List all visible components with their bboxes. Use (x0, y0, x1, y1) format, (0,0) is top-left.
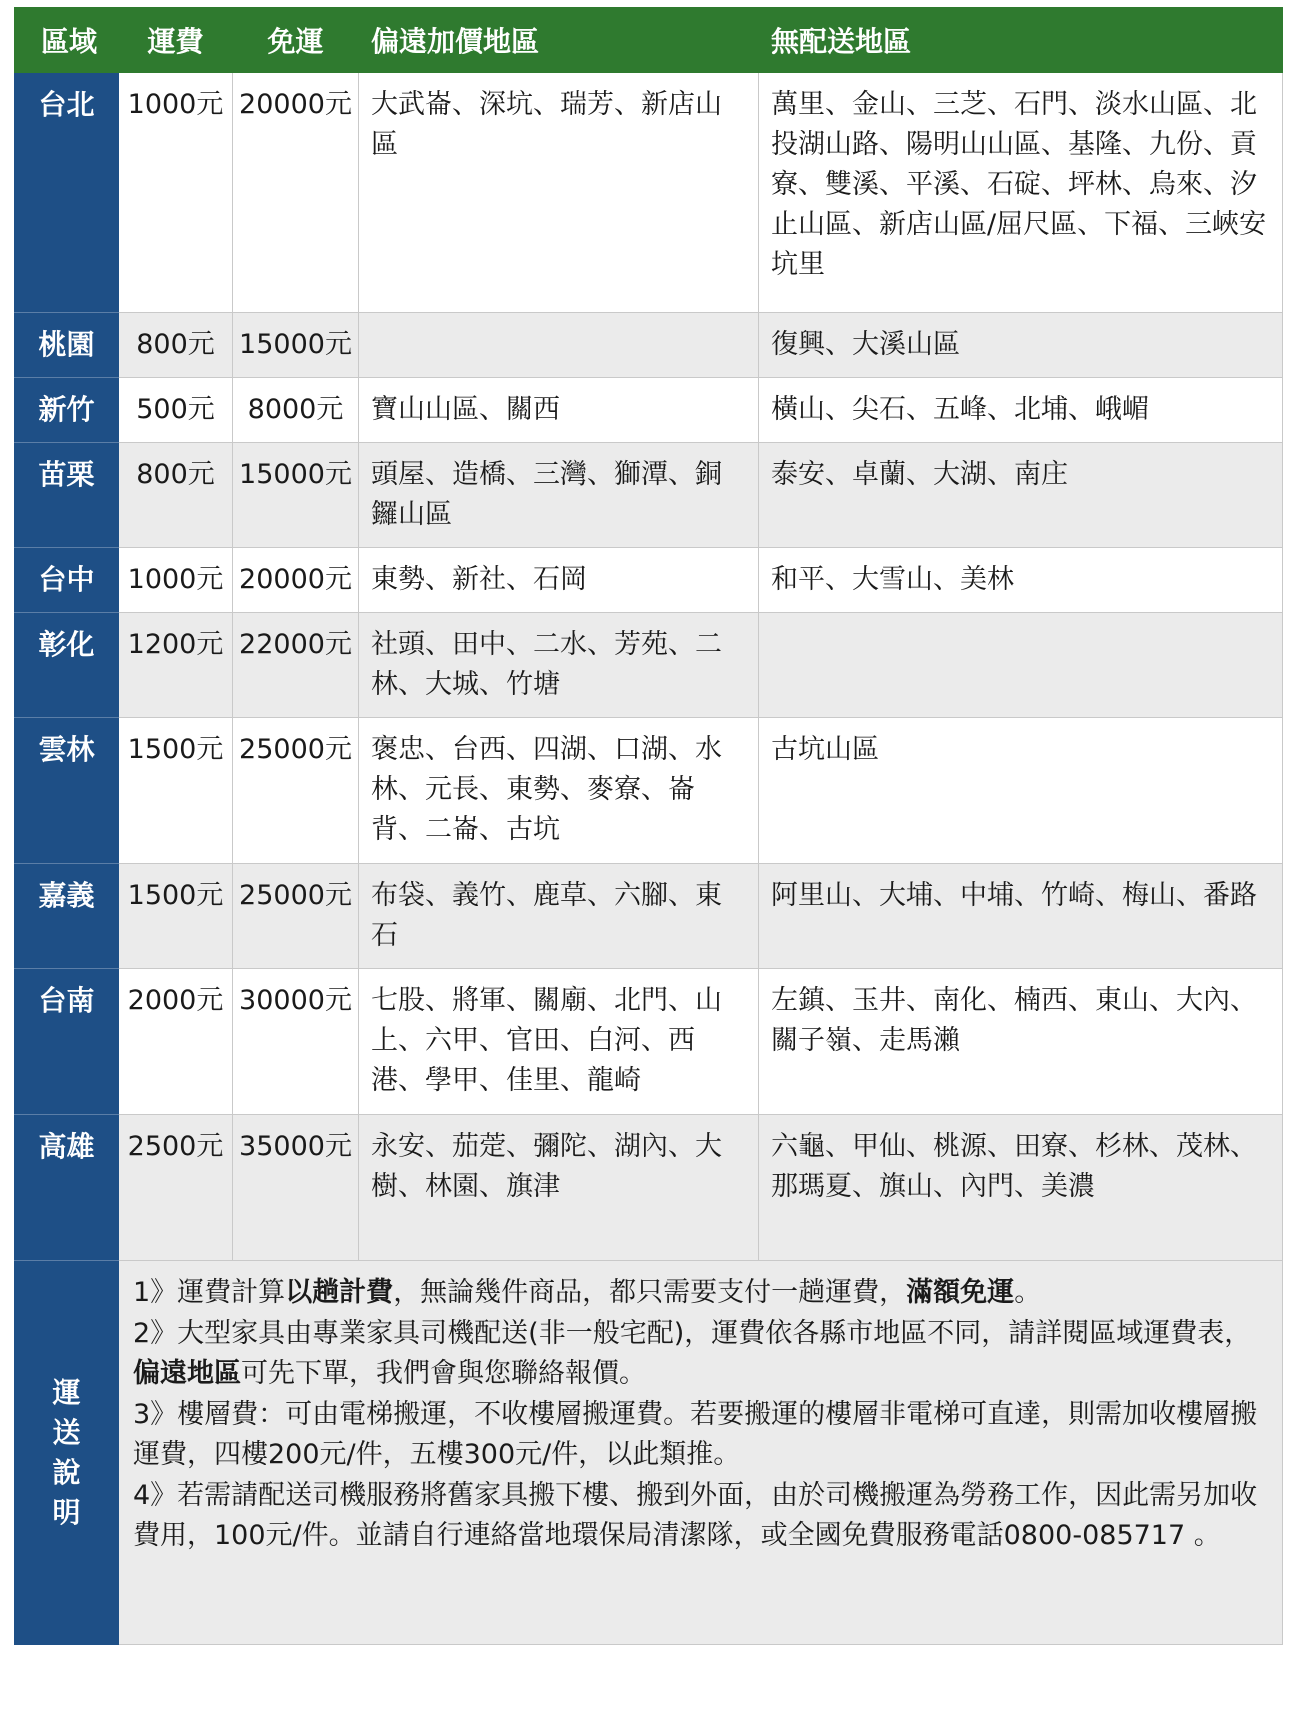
table-row (15, 443, 1283, 548)
table-row (15, 864, 1283, 969)
table-header-row (15, 8, 1283, 73)
table-row (15, 613, 1283, 718)
shipping-notes (119, 1261, 1283, 1645)
table-row (15, 313, 1283, 378)
table-row (15, 1115, 1283, 1261)
note-1-text: 1》運費計算 (133, 1277, 286, 1308)
fee-cell: 800元 (119, 443, 233, 548)
remote-areas-cell: 七股、將軍、關廟、北門、山上、六甲、官田、白河、西港、學甲、佳里、龍崎 (359, 969, 759, 1115)
no-delivery-cell: 復興、大溪山區 (759, 313, 1283, 378)
fee-cell: 1500元 (119, 864, 233, 969)
table-row (15, 548, 1283, 613)
note-2-text: 2》大型家具由專業家具司機配送(非一般宅配)，運費依各縣市地區不同，請詳閱區域運費表， (133, 1317, 1252, 1349)
remote-areas-cell: 社頭、田中、二水、芳苑、二林、大城、竹塘 (359, 613, 759, 718)
fee-cell: 2500元 (119, 1115, 233, 1261)
region-cell: 雲林 (15, 718, 119, 864)
region-cell: 桃園 (15, 313, 119, 378)
region-cell: 台南 (15, 969, 119, 1115)
header-fee: 運費 (119, 8, 233, 73)
note-4 (133, 1476, 1270, 1557)
region-cell: 台中 (15, 548, 119, 613)
free-shipping-cell: 25000元 (233, 864, 359, 969)
remote-areas-cell: 寶山山區、關西 (359, 378, 759, 443)
note-2-text-cont: 可先下單，我們會與您聯絡報價。 (241, 1358, 646, 1389)
no-delivery-cell: 和平、大雪山、美林 (759, 548, 1283, 613)
header-remote-surcharge: 偏遠加價地區 (359, 8, 759, 73)
note-2 (133, 1314, 1270, 1395)
fee-cell: 2000元 (119, 969, 233, 1115)
shipping-notes-label (15, 1261, 119, 1645)
region-cell: 嘉義 (15, 864, 119, 969)
fee-cell: 1500元 (119, 718, 233, 864)
remote-areas-cell: 頭屋、造橋、三灣、獅潭、銅鑼山區 (359, 443, 759, 548)
region-cell: 彰化 (15, 613, 119, 718)
free-shipping-cell: 22000元 (233, 613, 359, 718)
table-row (15, 969, 1283, 1115)
no-delivery-cell: 古坑山區 (759, 718, 1283, 864)
free-shipping-cell: 8000元 (233, 378, 359, 443)
free-shipping-cell: 15000元 (233, 443, 359, 548)
remote-areas-cell: 布袋、義竹、鹿草、六腳、東石 (359, 864, 759, 969)
header-no-delivery: 無配送地區 (759, 8, 1283, 73)
no-delivery-cell: 泰安、卓蘭、大湖、南庄 (759, 443, 1283, 548)
free-shipping-cell: 20000元 (233, 73, 359, 313)
remote-areas-cell: 東勢、新社、石岡 (359, 548, 759, 613)
fee-cell: 1200元 (119, 613, 233, 718)
shipping-notes-label-text: 運送說明 (52, 1375, 81, 1529)
header-free-shipping: 免運 (233, 8, 359, 73)
note-4-text: 4》若需請配送司機服務將舊家具搬下樓、搬到外面，由於司機搬運為勞務工作，因此需另加收費用，100元/件。並請自行連絡當地環保局清潔隊，或全國免費服務電話0800-085717 。 (133, 1479, 1258, 1551)
free-shipping-cell: 20000元 (233, 548, 359, 613)
note-1-bold-free-shipping: 滿額免運 (906, 1277, 1015, 1308)
fee-cell: 1000元 (119, 73, 233, 313)
free-shipping-cell: 15000元 (233, 313, 359, 378)
note-1-bold-per-trip: 以趟計費 (285, 1277, 394, 1308)
no-delivery-cell: 六龜、甲仙、桃源、田寮、杉林、茂林、那瑪夏、旗山、內門、美濃 (759, 1115, 1283, 1261)
free-shipping-cell: 35000元 (233, 1115, 359, 1261)
fee-cell: 500元 (119, 378, 233, 443)
shipping-fee-table (14, 7, 1283, 1645)
region-cell: 新竹 (15, 378, 119, 443)
note-1 (133, 1273, 1270, 1314)
table-row (15, 378, 1283, 443)
free-shipping-cell: 30000元 (233, 969, 359, 1115)
region-cell: 台北 (15, 73, 119, 313)
no-delivery-cell (759, 613, 1283, 718)
remote-areas-cell: 褒忠、台西、四湖、口湖、水林、元長、東勢、麥寮、崙背、二崙、古坑 (359, 718, 759, 864)
no-delivery-cell: 橫山、尖石、五峰、北埔、峨嵋 (759, 378, 1283, 443)
free-shipping-cell: 25000元 (233, 718, 359, 864)
table-row (15, 718, 1283, 864)
remote-areas-cell: 永安、茄萣、彌陀、湖內、大樹、林園、旗津 (359, 1115, 759, 1261)
no-delivery-cell: 萬里、金山、三芝、石門、淡水山區、北投湖山路、陽明山山區、基隆、九份、貢寮、雙溪、平溪、石碇、坪林、烏來、汐止山區、新店山區/屈尺區、下福、三峽安坑里 (759, 73, 1283, 313)
no-delivery-cell: 阿里山、大埔、中埔、竹崎、梅山、番路 (759, 864, 1283, 969)
fee-cell: 800元 (119, 313, 233, 378)
header-region: 區域 (15, 8, 119, 73)
shipping-notes-row (15, 1261, 1283, 1645)
region-cell: 苗栗 (15, 443, 119, 548)
note-1-end: 。 (1014, 1277, 1042, 1308)
note-3 (133, 1395, 1270, 1476)
region-cell: 高雄 (15, 1115, 119, 1261)
note-2-bold-remote: 偏遠地區 (133, 1358, 241, 1389)
note-1-text-cont: ，無論幾件商品，都只需要支付一趟運費， (393, 1277, 907, 1308)
fee-cell: 1000元 (119, 548, 233, 613)
remote-areas-cell: 大武崙、深坑、瑞芳、新店山區 (359, 73, 759, 313)
no-delivery-cell: 左鎮、玉井、南化、楠西、東山、大內、關子嶺、走馬瀨 (759, 969, 1283, 1115)
table-row (15, 73, 1283, 313)
remote-areas-cell (359, 313, 759, 378)
note-3-text: 3》樓層費：可由電梯搬運，不收樓層搬運費。若要搬運的樓層非電梯可直達，則需加收樓層搬運費，四樓200元/件，五樓300元/件，以此類推。 (133, 1398, 1258, 1470)
